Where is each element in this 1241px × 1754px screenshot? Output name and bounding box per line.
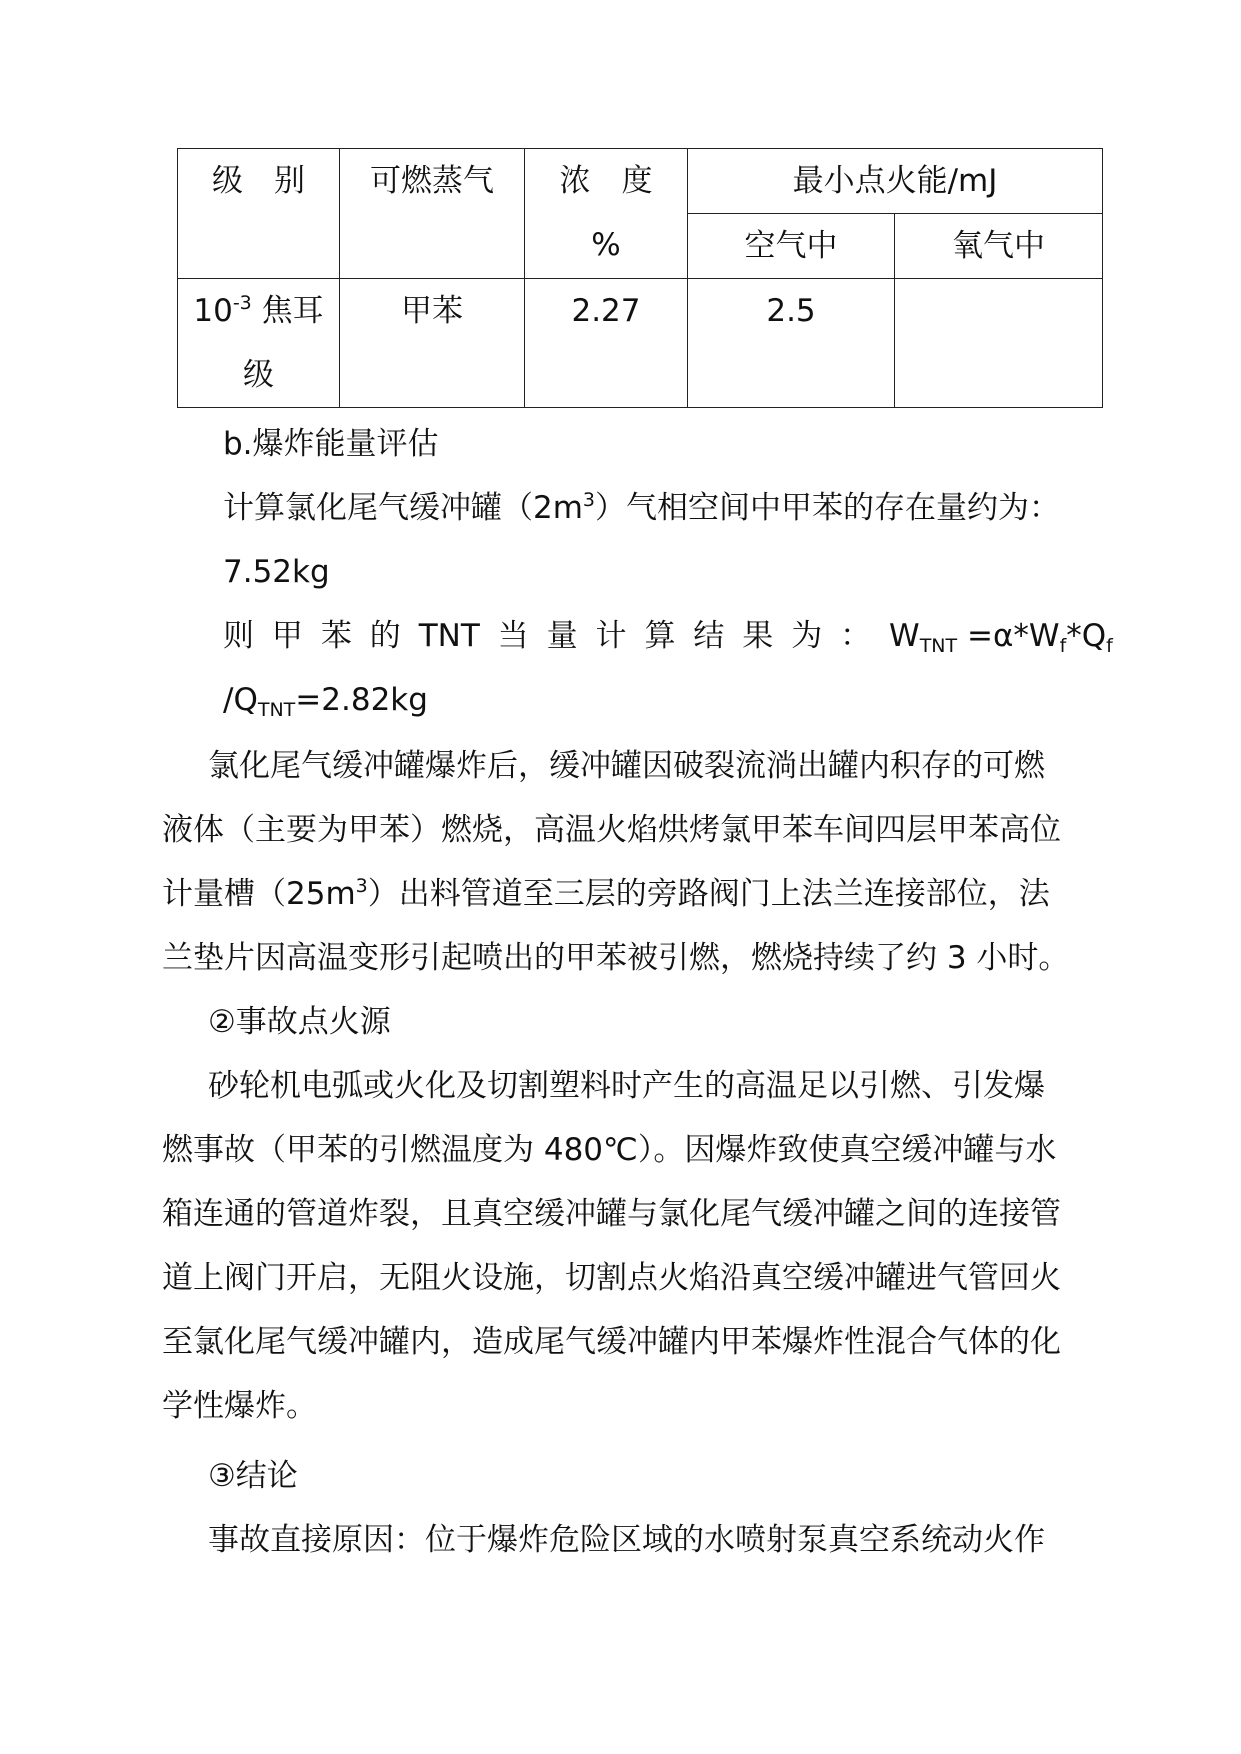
tnt-word: 量	[546, 618, 578, 654]
paragraph-2-line-3: 箱连通的管道炸裂，且真空缓冲罐与氯化尾气缓冲罐之间的连接管	[162, 1196, 1061, 1232]
cell-air: 2.5	[688, 279, 895, 408]
header-level: 级 别	[178, 149, 340, 279]
table-row	[178, 279, 1103, 408]
heading-energy-assessment: b.爆炸能量评估	[223, 426, 439, 462]
cell-level: $10^{-3}$ 焦耳 级	[178, 279, 340, 408]
paragraph-3-line-1: 事故直接原因：位于爆炸危险区域的水喷射泵真空系统动火作	[208, 1522, 1045, 1558]
cell-vapor: 甲苯	[340, 279, 525, 408]
header-vapor: 可燃蒸气	[340, 149, 525, 279]
paragraph-2-line-2: 燃事故（甲苯的引燃温度为 480℃）。因爆炸致使真空缓冲罐与水	[162, 1132, 1057, 1168]
header-in-oxygen: 氧气中	[895, 214, 1103, 279]
paragraph-1-line-3: 计量槽$(25m^3)$出料管道至三层的旁路阀门上法兰连接部位，法	[162, 875, 1050, 912]
cell-concentration: 2.27	[525, 279, 688, 408]
tnt-word: ：	[840, 618, 872, 654]
header-concentration: 浓 度 %	[525, 149, 688, 279]
cell-oxygen	[895, 279, 1103, 408]
heading-conclusion: ③结论	[208, 1458, 298, 1494]
tnt-result-line: $/Q_{TNT}=2.82kg$	[223, 682, 428, 721]
tnt-word: 当	[497, 618, 529, 654]
calc-line-1: 计算氯化尾气缓冲罐$(2m^3)$气相空间中甲苯的存在量约为：	[223, 489, 1061, 526]
header-in-air: 空气中	[688, 214, 895, 279]
tnt-word: 果	[742, 618, 774, 654]
paragraph-2-line-1: 砂轮机电弧或火化及切割塑料时产生的高温足以引燃、引发爆	[208, 1068, 1045, 1104]
tnt-word: 甲	[271, 618, 303, 654]
paragraph-2-line-4: 道上阀门开启，无阻火设施，切割点火焰沿真空缓冲罐进气管回火	[162, 1260, 1061, 1296]
paragraph-2-line-5: 至氯化尾气缓冲罐内，造成尾气缓冲罐内甲苯爆炸性混合气体的化	[162, 1324, 1061, 1360]
paragraph-1-line-4: 兰垫片因高温变形引起喷出的甲苯被引燃，燃烧持续了约 3 小时。	[162, 940, 1070, 976]
tnt-word: 结	[693, 618, 725, 654]
paragraph-2-line-6: 学性爆炸。	[162, 1388, 317, 1424]
calc-line-2: 7.52kg	[223, 554, 330, 590]
tnt-word: 计	[595, 618, 627, 654]
heading-ignition-source: ②事故点火源	[208, 1004, 391, 1040]
tnt-word: 苯	[320, 618, 352, 654]
tnt-word: 为	[791, 618, 823, 654]
ignition-energy-table	[177, 148, 1103, 408]
header-min-ignition-energy: 最小点火能/mJ	[688, 149, 1103, 214]
tnt-equivalent-line	[223, 604, 1113, 668]
tnt-word: 的	[369, 618, 401, 654]
tnt-word: 则	[223, 618, 254, 654]
tnt-word: TNT	[418, 618, 480, 654]
paragraph-1-line-1: 氯化尾气缓冲罐爆炸后，缓冲罐因破裂流淌出罐内积存的可燃	[208, 748, 1045, 784]
tnt-word: 算	[644, 618, 676, 654]
paragraph-1-line-2: 液体（主要为甲苯）燃烧，高温火焰烘烤氯甲苯车间四层甲苯高位	[162, 812, 1061, 848]
tnt-formula: $W_{TNT} =\alpha*W_f*Q_f$	[889, 618, 1113, 657]
